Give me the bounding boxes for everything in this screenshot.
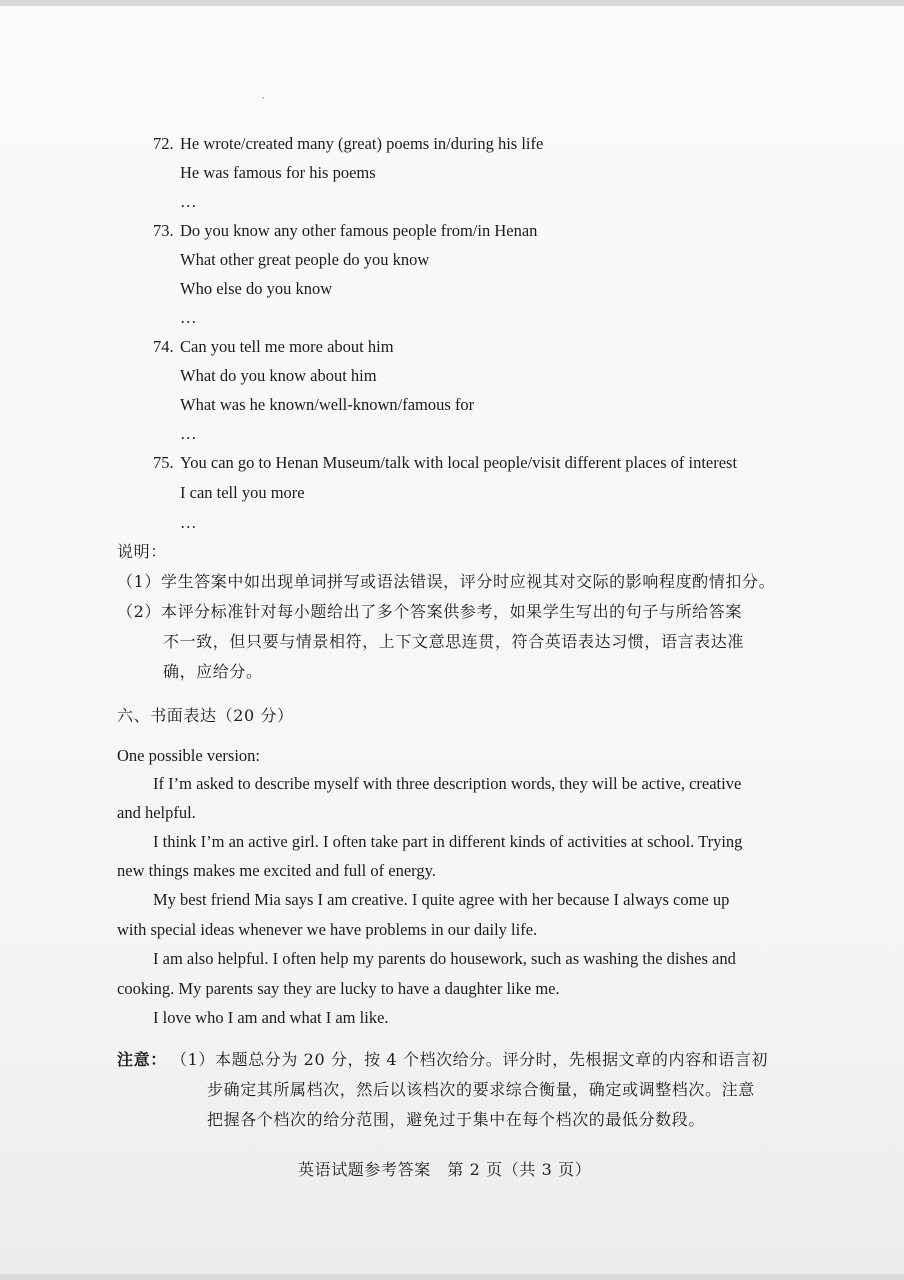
answer-ellipsis: … [180, 513, 197, 532]
notes-heading: 说明： [117, 542, 167, 561]
answer-line: Who else do you know [180, 279, 333, 298]
page-footer: 英语试题参考答案 第 2 页（共 3 页） [298, 1160, 592, 1179]
essay-line: I am also helpful. I often help my parents do housework, such as washing the dishes and [153, 949, 736, 968]
answer-line: What was he known/well-known/famous for [180, 395, 475, 414]
attention-line-3: 把握各个档次的给分范围，避免过于集中在每个档次的最低分数段。 [207, 1110, 706, 1129]
essay-line: If I’m asked to describe myself with three description words, they will be active, creative [153, 774, 742, 793]
answer-number: 72. [153, 134, 174, 153]
model-intro: One possible version: [117, 746, 260, 765]
answer-ellipsis: … [180, 424, 197, 443]
essay-line: My best friend Mia says I am creative. I quite agree with her because I always come up [153, 890, 730, 909]
answer-line: I can tell you more [180, 483, 305, 502]
section-title: 六、书面表达（20 分） [117, 706, 294, 725]
attention-line-1: （1）本题总分为 20 分，按 4 个档次给分。评分时，先根据文章的内容和语言初 [171, 1050, 769, 1069]
answer-number: 74. [153, 337, 174, 356]
answer-line: Can you tell me more about him [180, 337, 394, 356]
note-2-line-3: 确，应给分。 [163, 662, 263, 681]
answer-line: Do you know any other famous people from/in Henan [180, 221, 538, 240]
answer-line: He wrote/created many (great) poems in/during his life [180, 134, 544, 153]
essay-line: I love who I am and what I am like. [153, 1008, 389, 1027]
essay-line: cooking. My parents say they are lucky to have a daughter like me. [117, 979, 560, 998]
answer-line: What do you know about him [180, 366, 377, 385]
answer-ellipsis: … [180, 192, 197, 211]
answer-line: You can go to Henan Museum/talk with local people/visit different places of interest [180, 453, 738, 472]
note-2-line-1: （2）本评分标准针对每小题给出了多个答案供参考，如果学生写出的句子与所给答案 [117, 602, 742, 621]
attention-label: 注意： [117, 1050, 167, 1069]
answer-ellipsis: … [180, 308, 197, 327]
essay-line: new things makes me excited and full of energy. [117, 861, 436, 880]
attention-line-2: 步确定其所属档次，然后以该档次的要求综合衡量，确定或调整档次。注意 [207, 1080, 755, 1099]
essay-line: and helpful. [117, 803, 196, 822]
exam-answer-page [0, 6, 904, 1274]
essay-line: I think I’m an active girl. I often take part in different kinds of activities at school. Trying [153, 832, 743, 851]
essay-line: with special ideas whenever we have problems in our daily life. [117, 920, 538, 939]
note-2-line-2: 不一致，但只要与情景相符，上下文意思连贯，符合英语表达习惯，语言表达准 [163, 632, 745, 651]
answer-number: 73. [153, 221, 174, 240]
paper-speck [262, 97, 264, 99]
answer-line: He was famous for his poems [180, 163, 376, 182]
answer-line: What other great people do you know [180, 250, 430, 269]
answer-number: 75. [153, 453, 174, 472]
note-1: （1）学生答案中如出现单词拼写或语法错误，评分时应视其对交际的影响程度酌情扣分。 [117, 572, 776, 591]
